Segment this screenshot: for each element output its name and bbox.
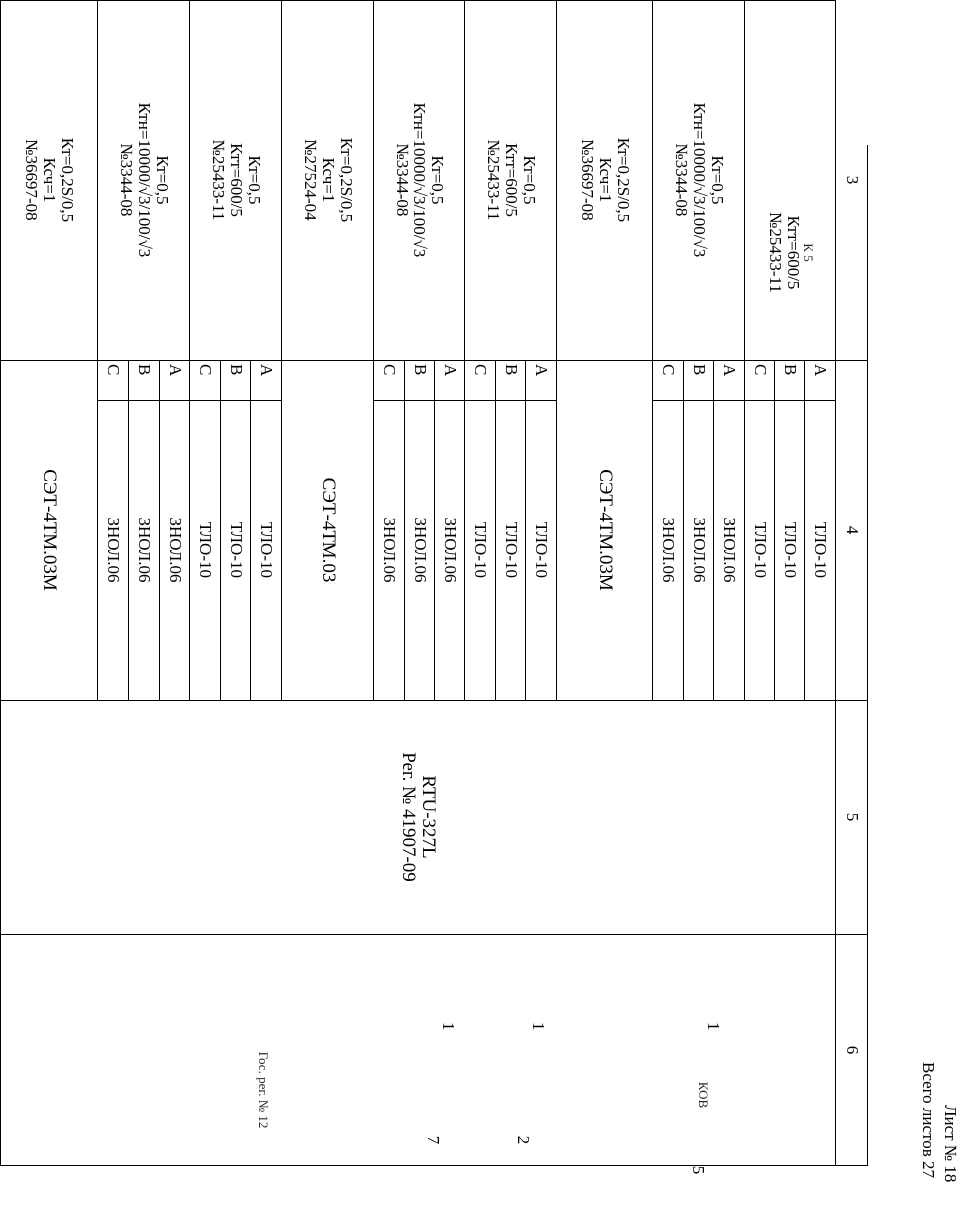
col6-value: 2 bbox=[513, 1135, 533, 1145]
meter-spec-1 bbox=[557, 0, 653, 360]
grid-line bbox=[0, 1165, 868, 1166]
grid-line bbox=[220, 360, 221, 700]
phase-label: A bbox=[257, 364, 277, 377]
meter-reg: №36697-08 bbox=[22, 139, 42, 221]
vt-spec-3 bbox=[98, 0, 190, 360]
grid-line bbox=[189, 0, 190, 700]
col6-value: 1 bbox=[704, 1022, 723, 1031]
grid-line bbox=[250, 360, 251, 700]
col6-value: 5 bbox=[688, 1165, 708, 1175]
meter-class: Кт=0,2S/0,5 bbox=[336, 137, 356, 223]
grid-line bbox=[774, 360, 775, 700]
ct-class: Кт=0,5 bbox=[519, 155, 539, 205]
vt-class: Кт=0,5 bbox=[428, 155, 448, 205]
phase-label: A bbox=[165, 364, 185, 377]
phase-label: B bbox=[689, 364, 709, 376]
meter-coef: Ксч=1 bbox=[39, 157, 59, 203]
sheet-total: Всего листов 27 bbox=[919, 1062, 938, 1179]
grid-line bbox=[683, 360, 684, 700]
vt-model: ЗНОЛ.06 bbox=[659, 517, 679, 583]
vt-model: ЗНОЛ.06 bbox=[410, 517, 430, 583]
ct-ratio: Ктт=600/5 bbox=[783, 215, 803, 290]
vt-model: ЗНОЛ.06 bbox=[165, 517, 185, 583]
phase-label: A bbox=[720, 364, 740, 377]
uspd-cell bbox=[0, 700, 836, 934]
meter-class: Кт=0,2S/0,5 bbox=[57, 137, 77, 223]
phase-label: C bbox=[104, 364, 124, 376]
ct-spec-1 bbox=[745, 145, 836, 360]
vt-model: ЗНОЛ.06 bbox=[104, 517, 124, 583]
phase-label: C bbox=[196, 364, 216, 376]
uspd-model: RTU-327L bbox=[417, 775, 439, 859]
meter-reg: №36697-08 bbox=[578, 139, 598, 221]
meter-class: Кт=0,2S/0,5 bbox=[613, 137, 633, 223]
vt-reg: №3344-08 bbox=[672, 143, 692, 217]
ct-model: ТЛО-10 bbox=[501, 521, 521, 578]
ct-model: ТЛО-10 bbox=[226, 521, 246, 578]
vt-ratio: Ктн=10000/√3/100/√3 bbox=[689, 102, 709, 258]
vt-reg: №3344-08 bbox=[117, 143, 137, 217]
grid-line bbox=[744, 0, 745, 700]
vt-model: ЗНОЛ.06 bbox=[689, 517, 709, 583]
col6-fragment: Гос. рег. № 12 bbox=[255, 1051, 271, 1129]
meter-model: СЭТ-4ТМ.03М bbox=[38, 469, 60, 591]
meter-spec-2 bbox=[282, 0, 374, 360]
col6-value: 7 bbox=[423, 1135, 443, 1145]
grid-line bbox=[404, 360, 405, 700]
ct-spec-3 bbox=[190, 0, 282, 360]
grid-line bbox=[281, 0, 282, 700]
vt-model: ЗНОЛ.06 bbox=[720, 517, 740, 583]
vt-class: Кт=0,5 bbox=[152, 155, 172, 205]
phase-label: B bbox=[226, 364, 246, 376]
grid-line bbox=[464, 0, 465, 700]
vt-spec-1 bbox=[653, 0, 745, 360]
phase-label: B bbox=[501, 364, 521, 376]
ct-reg: №25433-11 bbox=[209, 139, 229, 221]
ct-class: Кт=0,5 bbox=[244, 155, 264, 205]
ct-spec-2 bbox=[465, 0, 557, 360]
meter-reg: №27524-04 bbox=[301, 139, 321, 221]
uspd-reg: Рег. № 41907-09 bbox=[398, 752, 419, 882]
vt-model: ЗНОЛ.06 bbox=[380, 517, 400, 583]
col6-value: 1 bbox=[439, 1022, 458, 1031]
ct-model: ТЛО-10 bbox=[750, 521, 770, 578]
col6-fragment: КОВ bbox=[695, 1081, 711, 1109]
meter-model: СЭТ-4ТМ.03М bbox=[594, 469, 616, 591]
grid-line bbox=[374, 400, 557, 401]
phase-label: B bbox=[780, 364, 800, 376]
grid-line bbox=[0, 0, 836, 1]
meter-coef: Ксч=1 bbox=[318, 157, 338, 203]
grid-line bbox=[556, 0, 557, 700]
vt-model: ЗНОЛ.06 bbox=[135, 517, 155, 583]
col-header-6: 6 bbox=[842, 1045, 862, 1055]
col6-value: 1 bbox=[529, 1022, 548, 1031]
meter-spec-3 bbox=[0, 0, 98, 360]
vt-spec-2 bbox=[374, 0, 465, 360]
phase-label: A bbox=[811, 364, 831, 377]
ct-reg: №25433-11 bbox=[484, 139, 504, 221]
col-header-5: 5 bbox=[842, 812, 862, 822]
ct-class: К 5 bbox=[801, 243, 817, 262]
col-header-4: 4 bbox=[842, 525, 862, 535]
sheet-number: Лист № 18 bbox=[941, 1105, 960, 1183]
phase-label: A bbox=[532, 364, 552, 377]
grid-line bbox=[0, 0, 1, 1166]
grid-line bbox=[495, 360, 496, 700]
meter-model: СЭТ-4ТМ.03 bbox=[317, 477, 339, 583]
vt-model: ЗНОЛ.06 bbox=[440, 517, 460, 583]
col-header-3: 3 bbox=[842, 175, 862, 185]
ct-model: ТЛО-10 bbox=[532, 521, 552, 578]
grid-line bbox=[128, 360, 129, 700]
ct-reg: №25433-11 bbox=[765, 212, 785, 293]
grid-line bbox=[652, 0, 653, 700]
vt-reg: №3344-08 bbox=[392, 143, 412, 217]
grid-line bbox=[0, 934, 868, 935]
grid-line bbox=[434, 360, 435, 700]
phase-label: C bbox=[471, 364, 491, 376]
grid-line bbox=[373, 0, 374, 700]
grid-line bbox=[0, 700, 868, 701]
ct-ratio: Ктт=600/5 bbox=[501, 143, 521, 217]
grid-line bbox=[804, 360, 805, 700]
phase-label: C bbox=[380, 364, 400, 376]
phase-label: C bbox=[659, 364, 679, 376]
phase-label: B bbox=[410, 364, 430, 376]
meter-coef: Ксч=1 bbox=[595, 157, 615, 203]
phase-label: B bbox=[135, 364, 155, 376]
phase-label: C bbox=[750, 364, 770, 376]
ct-model: ТЛО-10 bbox=[257, 521, 277, 578]
grid-line bbox=[525, 360, 526, 700]
vt-ratio: Ктн=10000/√3/100/√3 bbox=[410, 102, 430, 258]
ct-model: ТЛО-10 bbox=[196, 521, 216, 578]
grid-line bbox=[97, 0, 98, 700]
ct-model: ТЛО-10 bbox=[471, 521, 491, 578]
vt-class: Кт=0,5 bbox=[707, 155, 727, 205]
grid-line bbox=[713, 360, 714, 700]
grid-line bbox=[867, 145, 868, 1166]
vt-ratio: Ктн=10000/√3/100/√3 bbox=[134, 102, 154, 258]
ct-model: ТЛО-10 bbox=[811, 521, 831, 578]
grid-line bbox=[98, 400, 282, 401]
ct-model: ТЛО-10 bbox=[780, 521, 800, 578]
grid-line bbox=[835, 0, 836, 1166]
grid-line bbox=[159, 360, 160, 700]
ct-ratio: Ктт=600/5 bbox=[226, 143, 246, 217]
phase-label: A bbox=[440, 364, 460, 377]
